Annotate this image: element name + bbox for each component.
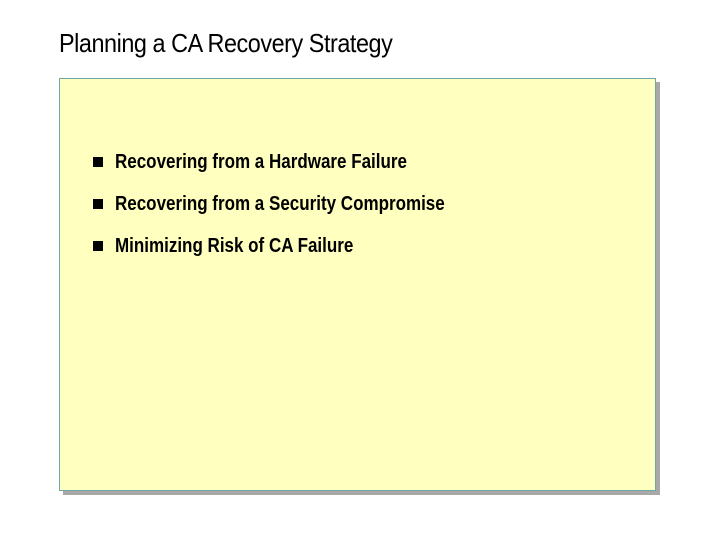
square-bullet-icon (93, 157, 103, 167)
content-box (59, 78, 656, 491)
list-item (93, 151, 503, 173)
bullet-text: Minimizing Risk of CA Failure (115, 234, 354, 257)
bullet-text: Recovering from a Security Compromise (115, 192, 445, 215)
slide-title: Planning a CA Recovery Strategy (59, 28, 393, 58)
bullet-text: Recovering from a Hardware Failure (115, 150, 407, 173)
square-bullet-icon (93, 199, 103, 209)
bullet-list (93, 151, 503, 277)
square-bullet-icon (93, 241, 103, 251)
list-item (93, 235, 503, 257)
list-item (93, 193, 503, 215)
